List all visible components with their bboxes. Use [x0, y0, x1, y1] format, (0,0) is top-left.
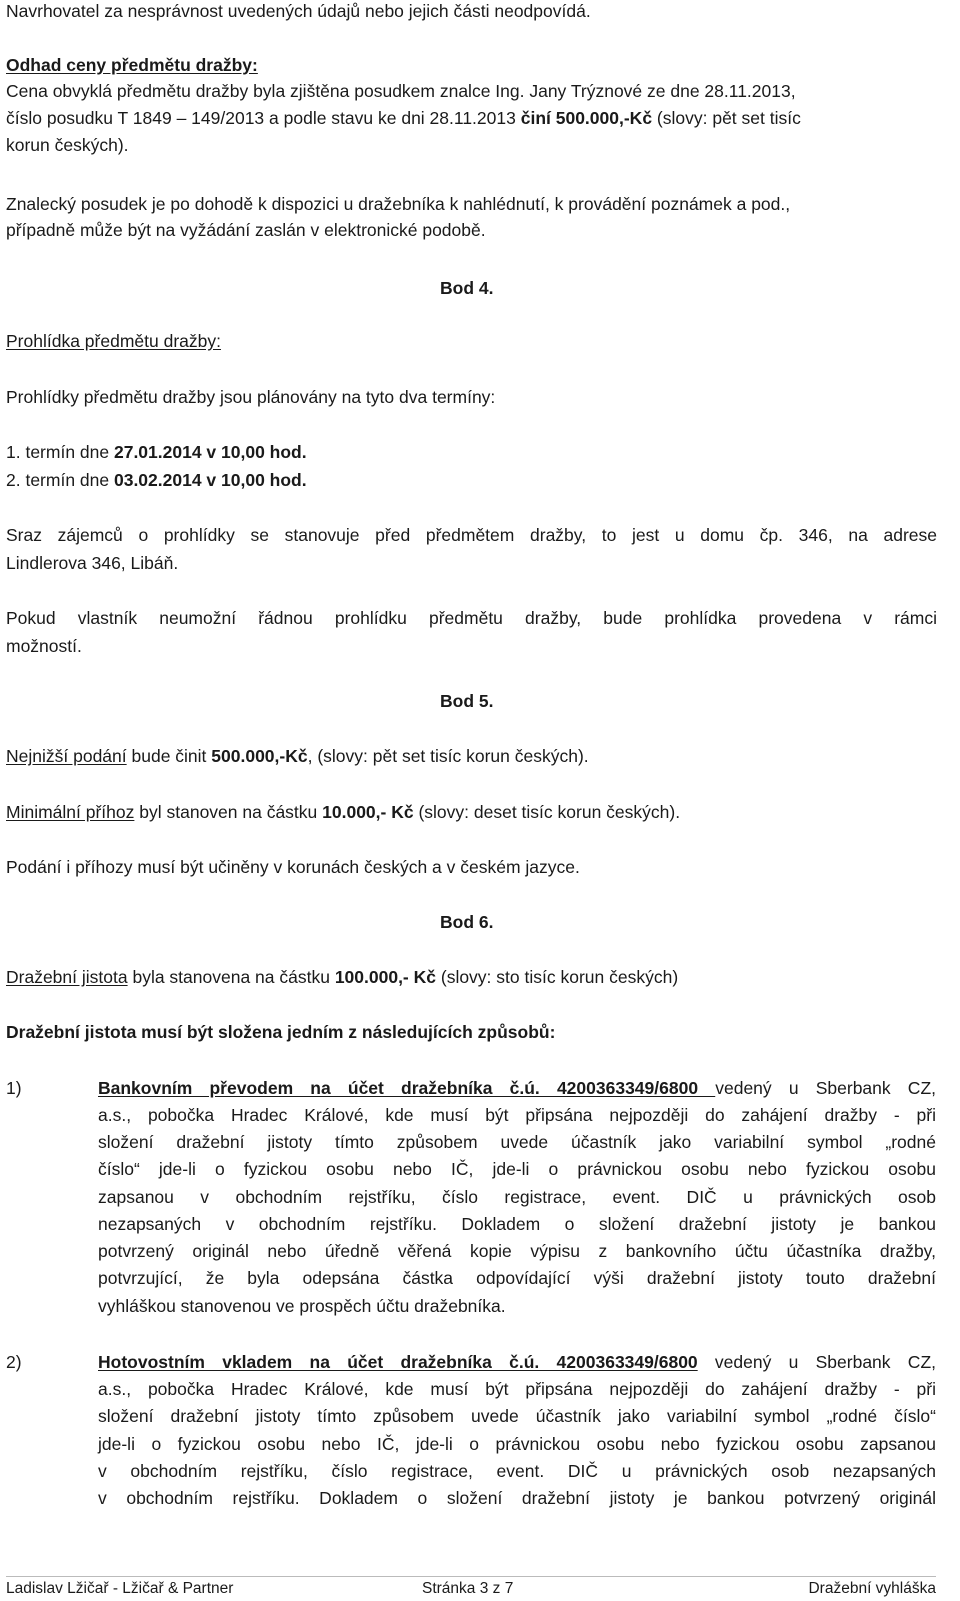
- pokud-line-1: Pokud vlastník neumožní řádnou prohlídku předmětu dražby, bude prohlídka provedena v rámci: [6, 608, 937, 628]
- item-1-line: nezapsaných v obchodním rejstříku. Dokladem o složení dražební jistoty je bankou: [98, 1214, 936, 1234]
- item-1-line: a.s., pobočka Hradec Králové, kde musí být připsána nejpozději do zahájení dražby - při: [98, 1105, 936, 1125]
- odhad-line-1: Cena obvyklá předmětu dražby byla zjištěna posudkem znalce Ing. Jany Trýznové ze dne 28.11.2013,: [6, 81, 796, 101]
- page-footer: [6, 1576, 936, 1597]
- item-2-line: v obchodním rejstříku. Dokladem o složení dražební jistoty je bankou potvrzený originál: [98, 1488, 936, 1508]
- drazebni-jistota-line: [6, 967, 678, 987]
- jistota-zpusoby-heading: [6, 1022, 555, 1042]
- item-1-line: potvrzující, že byla odepsána částka odpovídající výši dražební jistoty touto dražební: [98, 1268, 936, 1288]
- nejnizsi-podani-text: bude činit: [126, 746, 212, 766]
- item-1-line: vyhláškou stanovenou ve prospěch účtu dražebníka.: [98, 1296, 506, 1316]
- drazebni-jistota-text: byla stanovena na částku: [127, 967, 335, 987]
- nejnizsi-podani-line: [6, 746, 589, 766]
- footer-author: Ladislav Lžičař - Lžičař & Partner: [6, 1580, 234, 1597]
- sraz-line-1: Sraz zájemců o prohlídky se stanovuje před předmětem dražby, to jest u domu čp. 346, na adrese: [6, 525, 937, 545]
- pokud-line-2: možností.: [6, 636, 82, 656]
- posudek-line-2: případně může být na vyžádání zaslán v elektronické podobě.: [6, 220, 486, 240]
- item-2-line-1: [98, 1352, 936, 1372]
- item-1-number: 1): [6, 1078, 22, 1098]
- item-2-bank: vedený u Sberbank CZ,: [697, 1352, 936, 1372]
- odhad-line-2: [6, 108, 801, 128]
- section-bod-4: Bod 4.: [440, 278, 494, 298]
- jistota-zpusoby-heading-text: Dražební jistota musí být složena jedním z následujících způsobů:: [6, 1022, 556, 1042]
- footer-document-title: Dražební vyhláška: [808, 1580, 936, 1597]
- prohlidka-heading-text: Prohlídka předmětu dražby:: [6, 331, 221, 351]
- sraz-line-2: Lindlerova 346, Libáň.: [6, 553, 179, 573]
- item-1-line: potvrzený originál nebo úředně věřená kopie výpisu z bankovního účtu účastníka dražby,: [98, 1241, 936, 1261]
- footer-page-number: Stránka 3 z 7: [422, 1580, 514, 1597]
- odhad-heading: [6, 55, 258, 75]
- podani-line: Podání i příhozy musí být učiněny v korunách českých a v českém jazyce.: [6, 857, 580, 877]
- section-bod-6: Bod 6.: [440, 912, 494, 932]
- section-bod-5: Bod 5.: [440, 691, 494, 711]
- termin-2-label: 2. termín dne: [6, 470, 114, 490]
- minimalni-prihoz-amount: 10.000,- Kč: [322, 802, 414, 822]
- termin-1-date: 27.01.2014 v 10,00 hod.: [113, 442, 307, 462]
- item-2-line: v obchodním rejstříku, číslo registrace, event. DIČ u právnických osob nezapsaných: [98, 1461, 936, 1481]
- nejnizsi-podani-amount: 500.000,-Kč: [211, 746, 308, 766]
- termin-2: [6, 470, 307, 490]
- item-2-method: Hotovostním vkladem na účet dražebníka č.ú. 4200363349/6800: [98, 1352, 698, 1372]
- prohlidka-heading: [6, 331, 221, 351]
- termin-2-date: 03.02.2014 v 10,00 hod.: [113, 470, 307, 490]
- item-2-line: složení dražební jistoty tímto způsobem uvede účastník jako variabilní symbol „rodné číslo“: [98, 1406, 936, 1426]
- item-1-line: složení dražební jistoty tímto způsobem uvede účastník jako variabilní symbol „rodné: [98, 1132, 936, 1152]
- item-2-line: jde-li o fyzickou osobu nebo IČ, jde-li o právnickou osobu nebo fyzickou osobu zapsanou: [98, 1434, 936, 1454]
- drazebni-jistota-label: Dražební jistota: [6, 967, 128, 987]
- minimalni-prihoz-line: [6, 802, 680, 822]
- drazebni-jistota-words: (slovy: sto tisíc korun českých): [436, 967, 679, 987]
- item-2-line: a.s., pobočka Hradec Králové, kde musí být připsána nejpozději do zahájení dražby - při: [98, 1379, 936, 1399]
- drazebni-jistota-amount: 100.000,- Kč: [334, 967, 436, 987]
- nejnizsi-podani-label: Nejnižší podání: [6, 746, 127, 766]
- disclaimer-line: Navrhovatel za nesprávnost uvedených údajů nebo jejich části neodpovídá.: [6, 1, 591, 21]
- minimalni-prihoz-words: (slovy: deset tisíc korun českých).: [413, 802, 681, 822]
- posudek-line-1: Znalecký posudek je po dohodě k dispozici u dražebníka k nahlédnutí, k provádění poznámek a pod.,: [6, 194, 791, 214]
- odhad-text-a: číslo posudku T 1849 – 149/2013 a podle stavu ke dni 28.11.2013: [6, 108, 521, 128]
- odhad-price: činí 500.000,-Kč: [520, 108, 653, 128]
- minimalni-prihoz-label: Minimální příhoz: [6, 802, 135, 822]
- termin-1-label: 1. termín dne: [6, 442, 114, 462]
- odhad-text-c: (slovy: pět set tisíc: [652, 108, 801, 128]
- odhad-heading-text: Odhad ceny předmětu dražby:: [6, 55, 258, 75]
- odhad-line-3: korun českých).: [6, 135, 129, 155]
- item-1-line: číslo“ jde-li o fyzickou osobu nebo IČ, jde-li o právnickou osobu nebo fyzickou osobu: [98, 1159, 936, 1179]
- item-1-line-1: [98, 1078, 936, 1098]
- termin-1: [6, 442, 307, 462]
- item-1-method: Bankovním převodem na účet dražebníka č.ú. 4200363349/6800: [98, 1078, 716, 1098]
- item-1-line: zapsanou v obchodním rejstříku, číslo registrace, event. DIČ u právnických osob: [98, 1187, 936, 1207]
- item-2-number: 2): [6, 1352, 22, 1372]
- nejnizsi-podani-words: , (slovy: pět set tisíc korun českých).: [307, 746, 589, 766]
- prohlidka-intro: Prohlídky předmětu dražby jsou plánovány na tyto dva termíny:: [6, 387, 496, 407]
- minimalni-prihoz-text: byl stanoven na částku: [134, 802, 323, 822]
- item-1-bank: vedený u Sberbank CZ,: [715, 1078, 937, 1098]
